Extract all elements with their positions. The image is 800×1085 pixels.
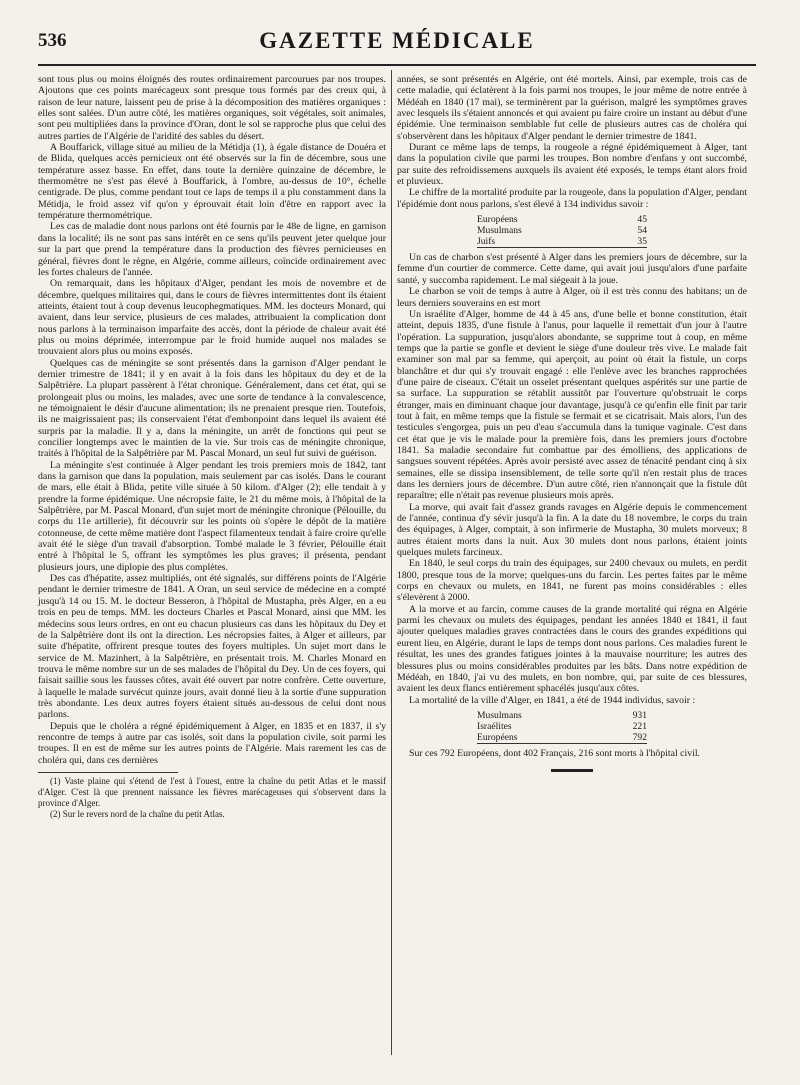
paragraph: La morve, qui avait fait d'assez grands ravages en Algérie depuis le commencement de l'année, continua d'y sévir jusqu'à la fin. A la date du 18 novembre, le corps du train des équipages, à Alger, comptait, à son infirmerie de Mustapha, 30 mulets morveux; 8 autres étaient morts dans la nuit. Aux 30 mulets dont nous parlons, étaient joints quelques mulets farcineux. [397,501,747,559]
column-divider [391,70,392,1055]
right-column [397,74,747,772]
paragraph: A la morve et au farcin, comme causes de la grande mortalité qui régna en Algérie parmi les chevaux ou mulets des équipages, pendant les années 1840 et 1841, il faut ajouter quelques maladies graves contractées dans le cours des grandes expéditions qui eurent lieu, en Algérie, durant le laps de temps dont nous parlons. Ces maladies furent le résultat, les unes des grandes fatigues jointes à la mauvaise nourriture; les autres des blessures plus ou moins considérables produites par les bâts. Dans notre expédition de Médéah, en 1840, j'ai vu des mulets, en bon nombre, qui, par suite de ces blessures, avaient les deux flancs entièrement sphacélés jusqu'aux côtes. [397,603,747,695]
table-cell-value: 221 [632,720,647,732]
table-cell-value: 792 [606,732,647,744]
city-mortality-table [477,710,647,744]
table-cell-label: Musulmans [477,709,522,721]
paragraph: sont tous plus ou moins éloignés des routes ordinairement parcourues par nos troupes. Ajoutons que ces points marécageux sont presque tous formés par des creux qui, à raison de leur nature, laissent peu de prise à la décomposition des matières organiques : elles sont salées. D'un autre côté, les matières organiques, soit végétales, soit animales, sont peu multipliées dans la province d'Oran, dont le sol se rapproche plus que celui des autres parties de l'Algérie de l'aridité des sables du désert. [38,74,386,142]
paragraph: En 1840, le seul corps du train des équipages, sur 2400 chevaux ou mulets, en perdit 1800, presque tous de la morve; quelques-uns du farcin. Les pertes faites par le même corps en chevaux ou mulets, en 1841, ne furent pas moins considérables : elles s'élevèrent à 2000. [397,558,747,604]
page-number: 536 [38,30,67,51]
rougeole-mortality-table [477,214,647,248]
table-row [477,214,647,225]
paragraph: Les cas de maladie dont nous parlons ont été fournis par le 48e de ligne, en garnison dans la localité; ils ne sont pas sans intérêt en ce sens qu'ils peuvent jeter quelque jour sur la part que prend la température dans la production des fièvres pernicieuses en général, fièvres dont le règne, en Algérie, comme ailleurs, coïncide ordinairement avec les fortes chaleurs de l'année. [38,221,386,278]
paragraph: On remarquait, dans les hôpitaux d'Alger, pendant les mois de novembre et de décembre, quelques militaires qui, dans le cours de fièvres intermittentes dont ils étaient atteints, étaient tout à coup devenus leucophegmatiques. MM. les docteurs Monard, qui avaient, dans leur service, plusieurs de ces malades, attribuaient la complication dont nous parlons à la terminaison imparfaite des accès, dont la période de chaleur avait été plus ou moins déprimée, interrompue par le froid humide auquel nos malades se trouvaient alors plus ou moins exposés. [38,278,386,358]
table-cell-label: Israélites [477,720,512,732]
paragraph: Le charbon se voit de temps à autre à Alger, où il est très connu des habitans; un de leurs derniers souverains en est mort [397,286,747,309]
page-title: GAZETTE MÉDICALE [259,28,535,53]
paragraph: Depuis que le choléra a régné épidémiquement à Alger, en 1835 et en 1837, il s'y rencontre de temps à autre par cas isolés, soit dans la population civile, soit parmi les troupes. Il en est de même sur les autres points de l'Algérie. Mais rarement les cas de choléra qui, dans ces dernières [38,720,386,766]
table-cell-label: Européens [477,214,518,226]
paragraph: Des cas d'hépatite, assez multipliés, ont été signalés, sur différens points de l'Algérie pendant le dernier trimestre de 1841. A Oran, un seul service de médecine en a compté jusqu'à 14 ou 15. M. le docteur Besseron, à l'hôpital de Mustapha, près Alger, en a eu trois en peu de temps. MM. les docteurs Charles et Pascal Monard, ainsi que MM. les médecins sous leurs ordres, en ont eu chacun plusieurs cas dans les hôpitaux du Dey et de la Salpêtrière dont ils ont la direction. Les nécropsies faites, à Alger et ailleurs, par suite d'hépatite, offrirent presque toutes des foyers multiples. Un sujet mort dans le service de M. Mazinhert, à la Salpêtrière, en présentait trois. M. Charles Monard en trouva le même nombre sur un de ses malades de l'hôpital du Dey. Un de ces foyers, qui faisait saillie sous les fausses côtes, avait été ouvert par notre confrère. Cette ouverture, à laquelle le malade survécut quinze jours, avait donné lieu à la sortie d'une suppuration très abondante. Les deux autres foyers étaient situés au-dessous de celui dont nous parlons. [38,573,386,721]
page-header [38,28,756,58]
left-column [38,74,386,820]
table-row [477,732,647,744]
table-cell-value: 45 [637,214,647,226]
paragraph: années, se sont présentés en Algérie, ont été mortels. Ainsi, par exemple, trois cas de cette maladie, qui éclatèrent à la fois parmi nos troupes, le jour même de notre entrée à Médéah en 1840 (17 mai), se terminèrent par la guérison, malgré les symptômes graves avec lesquels ils s'étaient annoncés et qui avaient pu faire croire un instant au début d'une épidémie. Une terminaison semblable fut celle de plusieurs autres cas de choléra qui s'observèrent dans les hôpitaux d'Alger pendant le dernier trimestre de 1841. [397,74,747,142]
paragraph: Un cas de charbon s'est présenté à Alger dans les premiers jours de décembre, sur la femme d'un courtier de commerce. Cette dame, qui avait joui jusqu'alors d'une parfaite santé, y succomba rapidement. Le mal siégeait à la joue. [397,252,747,286]
table-row [477,225,647,236]
table-row [477,710,647,721]
paragraph: A Bouffarick, village situé au milieu de la Métidja (1), à égale distance de Douéra et de Blida, quelques accès pernicieux ont été observés sur la fin de décembre, sous une température assez basse. En effet, dans toute la dernière quinzaine de décembre, le thermomètre ne s'est pas élevé à Bouffarick, à l'ombre, au-dessus de 10°, échelle centigrade. De plus, comme pendant tout ce laps de temps il a plu constamment dans la Métidja, le froid assez vif qu'on y éprouvait était loin d'être en rapport avec la température thermométrique. [38,142,386,222]
table-cell-label: Européens [477,732,606,744]
table-cell-value: 35 [617,236,647,248]
footnote-rule [38,772,178,773]
paragraph: Quelques cas de méningite se sont présentés dans la garnison d'Alger pendant le dernier trimestre de 1841; il y en avait à la fois dans les hôpitaux du dey et de la Salpêtrière. La plupart passèrent à l'état chronique. Généralement, dans cet état, qui se prolongeait plus ou moins, les malades, avec une sorte de tendance à la convalescence, ne témoignaient le désir d'aucune alimentation; ils ne prenaient presque rien. Toutefois, ils ne maigrissaient pas; ils conservaient l'état d'embonpoint dans lequel ils avaient été surpris par la maladie. Il y a, dans la méningite, un arrêt de fonctions qui peut se concilier longtemps avec le maintien de la vie. Sur trois cas de méningite chronique, traités à l'hôpital de la Salpêtrière par M. Pascal Monard, un seul fut suivi de guérison. [38,357,386,460]
table-cell-value: 54 [637,225,647,237]
end-rule [551,769,593,772]
table-cell-label: Juifs [477,236,617,248]
table-row [477,236,647,248]
paragraph: La mortalité de la ville d'Alger, en 1841, a été de 1944 individus, savoir : [409,694,696,706]
paragraph: Durant ce même laps de temps, la rougeole a régné épidémiquement à Alger, tant dans la population civile que parmi les troupes. Bon nombre d'enfans y ont succombé, par suite des refroidissemens auxquels ils avaient été exposés, le temps étant alors froid et pluvieux. [397,142,747,188]
table-cell-label: Musulmans [477,225,522,237]
paragraph: Le chiffre de la mortalité produite par la rougeole, dans la population d'Alger, pendant l'épidémie dont nous parlons, s'est élevé à 134 individus savoir : [397,187,747,210]
paragraph: La méningite s'est continuée à Alger pendant les trois premiers mois de 1842, tant dans la garnison que dans la population, mais seulement par cas isolés. Dans le courant de mars, elle était à Blida, petite ville située à 50 kilom. d'Alger (2); elle tendait à y prendre la forme épidémique. Une nécropsie faite, le 21 du même mois, à l'hôpital de la Salpêtrière, par M. Pascal Monard, d'un sujet mort de méningite chronique (Pélouille, du corps du 11e artillerie), fit découvrir sur les points où s'opère le dépôt de la matière cotonneuse, de cette même matière dont l'aspect filamenteux tendait à faire croire qu'elle avait été le siège d'un travail d'absorption. Tombé malade le 3 février, Pélouille était entré à l'hôpital le 5, offrant les symptômes les plus graves; il présenta, pendant plusieurs jours, une diplopie des plus complètes. [38,459,386,573]
paragraph: Un israélite d'Alger, homme de 44 à 45 ans, d'une belle et bonne constitution, était atteint, depuis 1835, d'une fistule à l'anus, pour laquelle il remettait d'un jour à l'autre l'opération. La suppuration, jusqu'alors abondante, se supprime tout à coup, en même temps que la partie se gonfle et devient le siège d'une douleur très vive. Le malade fait examiner son mal par sa femme, qui aperçoit, au point où était la fistule, un corps blanchâtre et dur qui s'y trouvait engagé : elle l'enlève avec les branches rapprochées d'une paire de ciseaux. C'était un osselet présentant quelques aspérités sur une partie de sa surface. La suppuration se rétablit aussitôt par l'ouverture qu'obstruait le corps étranger, mais en diminuant chaque jour davantage, jusqu'à ce qu'enfin elle finit par tarir tout à fait, en même temps que la fistule se fermait et se cicatrisait. Mais alors, l'un des testicules s'engorgea, puis un peu d'eau s'accumula dans la tunique vaginale. C'est dans cet état que je vis le malade pour la première fois, dans les premiers jours d'octobre 1841. Sa maladie secondaire fut combattue par des émolliens, des applications de sangsues souvent répétées. Après avoir persisté avec assez de ténacité pendant cinq à six semaines, elle se dissipa insensiblement, de telle sorte qu'il n'en restait plus de traces dans les derniers jours de décembre. D'un autre côté, rien n'annonçait que la fistule dût reparaître; elle n'était pas revenue plusieurs mois après. [397,308,747,502]
table-row [477,721,647,732]
header-rule [38,64,756,66]
table-cell-value: 931 [632,709,647,721]
footnote: (1) Vaste plaine qui s'étend de l'est à l'ouest, entre la chaîne du petit Atlas et le massif d'Alger. C'est là que prennent naissance les fièvres marécageuses qui s'observent dans la province d'Alger. [38,775,386,808]
paragraph: Sur ces 792 Européens, dont 402 Français, 216 sont morts à l'hôpital civil. [409,747,701,759]
footnote: (2) Sur le revers nord de la chaîne du petit Atlas. [50,808,225,819]
